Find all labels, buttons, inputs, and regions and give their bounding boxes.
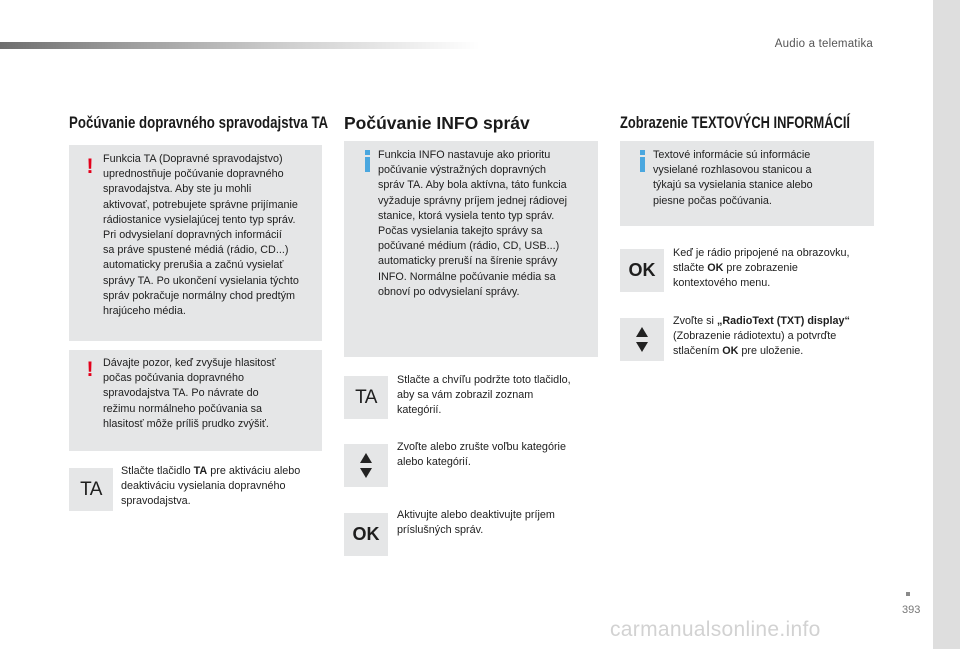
text-span: stlačte: [673, 262, 708, 275]
text-line: (Zobrazenie rádiotextu) a potvrďte: [673, 330, 837, 343]
ok-button: OK: [620, 249, 664, 292]
text-line: Dávajte pozor, keď zvyšuje hlasitosť: [103, 357, 276, 369]
text-line: hlasitosť môže príliš prudko zvýšiť.: [103, 417, 269, 430]
text-line: správ pokračuje normálny chod predtým: [103, 289, 296, 302]
page-number: 393: [902, 604, 921, 616]
text-line: Funkcia INFO nastavuje ako prioritu: [378, 149, 551, 161]
text-line: počas počúvania dopravného: [103, 372, 245, 385]
text-line: uprednostňuje počúvanie dopravného: [103, 168, 284, 181]
text-span: Stlačte tlačidlo: [121, 465, 194, 477]
arrow-up-icon: [360, 453, 372, 463]
header-gradient-bar: [0, 42, 480, 49]
key-label: OK: [707, 262, 724, 275]
text-line: [673, 261, 878, 276]
text-line: stanice, ktorá vysiela tento typ správ.: [378, 209, 555, 222]
col1-title: Počúvanie dopravného spravodajstva TA: [69, 113, 329, 132]
info-icon-bar: [365, 157, 370, 172]
col3-info-panel: [620, 141, 874, 226]
text-line: vyžaduje správny príjem jednej rádiovej: [378, 194, 568, 207]
arrow-down-icon: [360, 468, 372, 478]
text-line: alebo kategórií.: [397, 456, 471, 469]
text-line: spravodajstva.: [121, 495, 191, 508]
col2-arrows-description: [397, 440, 597, 470]
key-label: OK: [722, 345, 739, 358]
text-line: kontextového menu.: [673, 277, 771, 290]
col1-warning-panel-2: [69, 350, 322, 451]
text-line: sa práve spustené médiá (rádio, CD...): [103, 244, 289, 257]
info-icon: [364, 150, 373, 172]
text-line: [121, 464, 326, 479]
text-line: Keď je rádio pripojené na obrazovku,: [673, 247, 850, 259]
text-line: hrajúceho média.: [103, 305, 186, 318]
text-line: príslušných správ.: [397, 524, 484, 537]
text-line: Funkcia TA (Dopravné spravodajstvo): [103, 153, 283, 165]
text-line: automaticky preruší na šírenie správy: [378, 255, 558, 268]
text-line: aktivovať, potrebujete správne prijímanie: [103, 198, 298, 211]
ta-button: TA: [69, 468, 113, 511]
ta-button: TA: [344, 376, 388, 419]
info-icon-bar: [640, 157, 645, 172]
col2-ta-description: [397, 373, 597, 419]
text-line: správy TA. Po ukončení vysielania týchto: [103, 274, 299, 287]
text-span: pre zobrazenie: [723, 262, 798, 275]
ok-button: OK: [344, 513, 388, 556]
col2-info-text: [378, 148, 596, 300]
text-span: pre uloženie.: [738, 345, 804, 358]
col3-info-text: [653, 148, 871, 209]
page-marker: [906, 592, 910, 596]
text-line: piesne počas počúvania.: [653, 194, 772, 207]
key-label: „RadioText (TXT) display“: [716, 315, 850, 327]
col1-ta-description: [121, 464, 326, 510]
info-icon-dot: [640, 150, 645, 155]
text-line: počúvanie výstražných dopravných: [378, 164, 547, 177]
col2-ok-description: [397, 508, 597, 538]
warning-icon: !: [86, 358, 94, 381]
text-line: [673, 314, 878, 329]
text-line: obnoví po odvysielaní správy.: [378, 285, 520, 298]
col2-title: Počúvanie INFO správ: [344, 113, 530, 133]
col1-warning-panel-1: [69, 145, 322, 341]
text-line: deaktiváciu vysielania dopravného: [121, 480, 286, 493]
arrow-down-icon: [636, 342, 648, 352]
text-line: spravodajstva TA. Po návrate do: [103, 387, 259, 400]
text-span: Zvoľte si: [673, 315, 717, 327]
text-line: počúvané médium (rádio, CD, USB...): [378, 240, 560, 253]
text-line: automaticky prerušia a začnú vysielať: [103, 259, 284, 272]
text-line: vysielané rozhlasovou stanicou a: [653, 164, 812, 177]
text-span: pre aktiváciu alebo: [207, 465, 301, 477]
key-label: TA: [193, 465, 208, 477]
info-icon-dot: [365, 150, 370, 155]
page-edge-strip: [933, 0, 960, 649]
text-line: Stlačte a chvíľu podržte toto tlačidlo,: [397, 374, 571, 386]
text-line: rádiostanice vysielajúcej tento typ správ.: [103, 213, 296, 226]
text-line: správ TA. Aby bola aktívna, táto funkcia: [378, 179, 567, 192]
text-line: spravodajstva. Aby ste ju mohli: [103, 183, 252, 196]
arrows-button: [344, 444, 388, 487]
info-icon: [639, 150, 648, 172]
arrows-button: [620, 318, 664, 361]
col1-warning-text-1: [103, 152, 319, 319]
col1-warning-text-2: [103, 356, 319, 432]
text-line: aby sa vám zobrazil zoznam: [397, 389, 534, 402]
col3-ok-description: [673, 246, 878, 292]
text-line: Zvoľte alebo zrušte voľbu kategórie: [397, 441, 566, 453]
text-line: Pri odvysielaní dopravných informácií: [103, 229, 282, 242]
section-label: Audio a telematika: [774, 38, 873, 50]
text-line: týkajú sa vysielania stanice alebo: [653, 179, 813, 192]
watermark: carmanualsonline.info: [610, 618, 821, 641]
arrow-up-icon: [636, 327, 648, 337]
text-line: režimu normálneho počúvania sa: [103, 402, 263, 415]
text-span: stlačením: [673, 345, 723, 358]
col2-info-panel: [344, 141, 598, 357]
text-line: Aktivujte alebo deaktivujte príjem: [397, 509, 555, 521]
warning-icon: !: [86, 155, 94, 178]
text-line: [673, 344, 878, 359]
col3-arrows-description: [673, 314, 878, 360]
text-line: Textové informácie sú informácie: [653, 149, 811, 161]
text-line: INFO. Normálne počúvanie média sa: [378, 270, 556, 283]
text-line: kategórií.: [397, 404, 442, 417]
col3-title: Zobrazenie TEXTOVÝCH INFORMÁCIÍ: [620, 113, 850, 132]
text-line: Počas vysielania takejto správy sa: [378, 225, 543, 238]
